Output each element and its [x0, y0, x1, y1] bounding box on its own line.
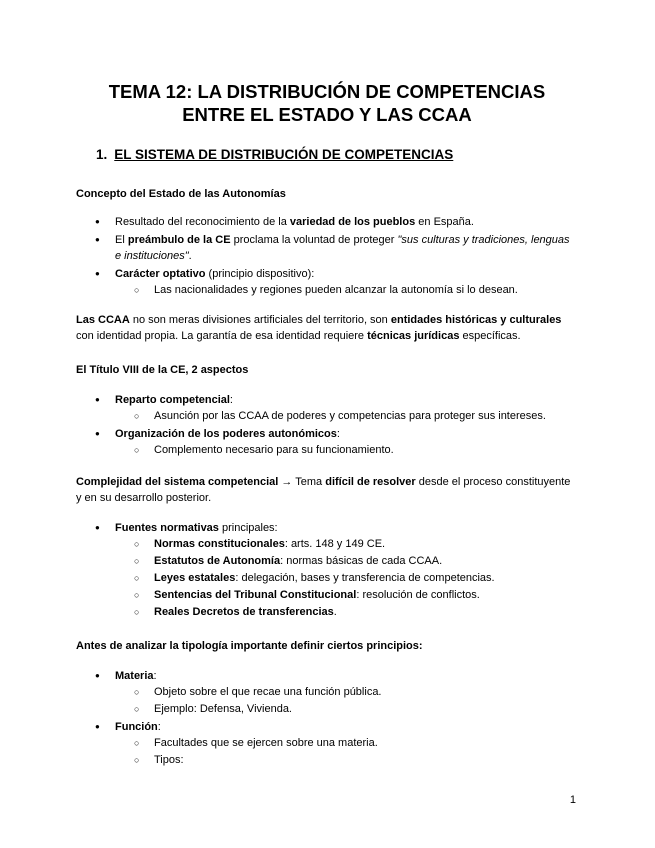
- fuentes-list: [76, 520, 576, 620]
- text-run: .: [188, 250, 192, 262]
- sub-list-item: ○ Objeto sobre el que recae una función pública.: [115, 684, 576, 700]
- text-run: principales:: [218, 522, 278, 534]
- section-heading-1: [96, 146, 576, 164]
- bold-run: Estatutos de Autonomía: [154, 555, 281, 567]
- bold-run: Reales Decretos de transferencias: [154, 606, 334, 618]
- text-run: en España.: [415, 216, 474, 228]
- bold-run: entidades históricas y culturales: [390, 314, 562, 326]
- list-item: [76, 392, 576, 424]
- text-run: : arts. 148 y 149 CE.: [284, 538, 386, 550]
- section-title: EL SISTEMA DE DISTRIBUCIÓN DE COMPETENCIAS: [114, 147, 454, 162]
- sub-list-item: ○ Complemento necesario para su funcionamiento.: [115, 442, 576, 458]
- text-run: : resolución de conflictos.: [356, 589, 480, 601]
- text-run: : normas básicas de cada CCAA.: [280, 555, 443, 567]
- text-run: Resultado del reconocimiento de la: [115, 216, 290, 228]
- sub-list-item: [115, 536, 576, 552]
- text-run: :: [229, 394, 233, 406]
- ccaa-paragraph: [76, 312, 576, 344]
- title-line-1: TEMA 12: LA DISTRIBUCIÓN DE COMPETENCIAS: [108, 81, 546, 102]
- title-line-2: ENTRE EL ESTADO Y LAS CCAA: [182, 104, 472, 125]
- text-run: específicas.: [459, 330, 521, 342]
- bold-run: Organización de los poderes autonómicos: [115, 428, 337, 440]
- text-run: : delegación, bases y transferencia de competencias.: [235, 572, 495, 584]
- list-item: [76, 214, 576, 230]
- concepto-list: [76, 214, 576, 298]
- bold-run: variedad de los pueblos: [289, 216, 416, 228]
- text-run: (principio dispositivo):: [205, 268, 315, 280]
- text-run: :: [153, 670, 157, 682]
- bold-run: Función: [115, 721, 158, 733]
- list-item: [76, 668, 576, 717]
- sub-list-item: [115, 604, 576, 620]
- titulo-viii-list: [76, 392, 576, 458]
- text-run: El: [115, 234, 128, 246]
- section-number: 1.: [96, 147, 108, 162]
- text-run: :: [157, 721, 161, 733]
- text-run: → Tema: [278, 476, 326, 488]
- bold-run: Normas constitucionales: [154, 538, 285, 550]
- bold-run: Fuentes normativas: [115, 522, 219, 534]
- sub-list-item: ○ Asunción por las CCAA de poderes y competencias para proteger sus intereses.: [115, 408, 576, 424]
- sub-list-item: ○ Ejemplo: Defensa, Vivienda.: [115, 701, 576, 717]
- list-item: [76, 266, 576, 298]
- sub-list: [115, 408, 576, 424]
- sub-list: [115, 684, 576, 717]
- sub-list-item: [115, 570, 576, 586]
- text-run: no son meras divisiones artificiales del territorio, son: [129, 314, 391, 326]
- text-run: proclama la voluntad de proteger: [230, 234, 398, 246]
- text-run: con identidad propia. La garantía de esa identidad requiere: [76, 330, 368, 342]
- list-item: [76, 719, 576, 768]
- complejidad-paragraph: [76, 474, 576, 506]
- titulo-viii-heading: El Título VIII de la CE, 2 aspectos: [76, 364, 249, 376]
- bold-run: Complejidad del sistema competencial: [76, 476, 279, 488]
- sub-list-item: [115, 587, 576, 603]
- text-run: desde el proceso constituyente y en su desarrollo posterior.: [76, 476, 571, 504]
- document-title: [76, 80, 578, 126]
- bold-run: Carácter optativo: [115, 268, 206, 280]
- sub-list-item: ○ Tipos:: [115, 752, 576, 768]
- principios-heading: Antes de analizar la tipología importante definir ciertos principios:: [76, 640, 423, 652]
- sub-list: [115, 536, 576, 620]
- list-item: [76, 232, 576, 264]
- bold-run: Leyes estatales: [154, 572, 236, 584]
- list-item: [76, 426, 576, 458]
- principios-list: [76, 668, 576, 768]
- sub-list: [115, 735, 576, 768]
- bold-run: Las CCAA: [76, 314, 130, 326]
- text-run: :: [336, 428, 340, 440]
- bold-run: técnicas jurídicas: [367, 330, 460, 342]
- concepto-heading: Concepto del Estado de las Autonomías: [76, 188, 286, 200]
- sub-list-item: ○ Facultades que se ejercen sobre una materia.: [115, 735, 576, 751]
- bold-run: Materia: [115, 670, 154, 682]
- sub-list-item: ○ Las nacionalidades y regiones pueden alcanzar la autonomía si lo desean.: [115, 282, 576, 298]
- text-run: .: [333, 606, 337, 618]
- document-page: [76, 80, 576, 770]
- sub-list-item: [115, 553, 576, 569]
- bold-run: Sentencias del Tribunal Constitucional: [154, 589, 357, 601]
- bold-run: difícil de resolver: [325, 476, 416, 488]
- list-item: [76, 520, 576, 620]
- bold-run: preámbulo de la CE: [127, 234, 231, 246]
- bold-run: Reparto competencial: [115, 394, 230, 406]
- sub-list: [115, 282, 576, 298]
- sub-list: [115, 442, 576, 458]
- italic-run: "sus culturas y tradiciones, lenguas e instituciones": [115, 234, 570, 262]
- page-number: 1: [569, 794, 576, 806]
